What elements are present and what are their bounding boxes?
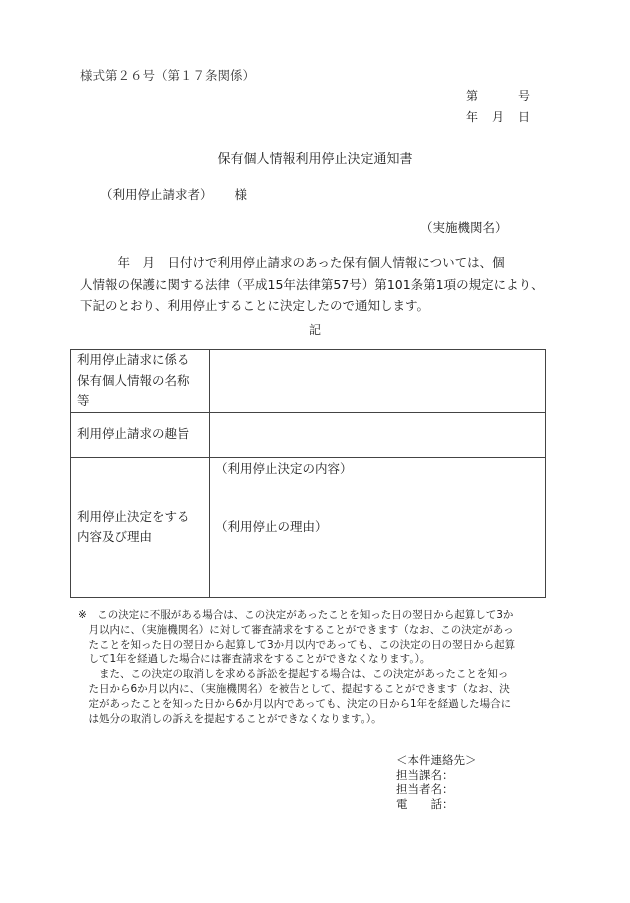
note-line: して1年を経過した場合には審査請求をすることができなくなります。）。 — [78, 653, 431, 666]
note-line: ※ この決定に不服がある場合は、この決定があったことを知った日の翌日から起算して3か — [78, 609, 514, 621]
contact-section: 担当課名： — [396, 767, 454, 782]
note-line: 定があったことを知った日から6か月以内であっても、決定の日から1年を経過した場合に — [78, 697, 512, 710]
table-row — [71, 350, 546, 413]
note-line: は処分の取消しの訴えを提起することができなくなります。）。 — [78, 712, 382, 725]
contact-phone: 電 話： — [396, 796, 454, 811]
label-line: 保有個人情報の名称 — [77, 372, 190, 388]
note-line: た日から6か月以内に、（実施機関名）を被告として、提起することができます（なお、決 — [78, 682, 510, 695]
value-request-purpose[interactable] — [210, 412, 546, 457]
addressee-honorific: 様 — [234, 187, 248, 202]
body-text — [80, 252, 550, 317]
label-decision-reason — [71, 457, 210, 597]
contact-person: 担当者名： — [396, 782, 454, 796]
issue-date — [466, 107, 530, 128]
document-number-date — [466, 86, 530, 128]
addressee — [100, 185, 247, 203]
label-information-name — [71, 350, 210, 413]
document-number-dai: 第 — [466, 89, 479, 103]
body-line: 年 月 日付けで利用停止請求のあった保有個人情報については、個 — [80, 255, 505, 270]
body-line: 人情報の保護に関する法律（平成15年法律第57号）第101条第1項の規定により、 — [80, 276, 544, 292]
table-row — [71, 412, 546, 457]
decision-reason-heading: （利用停止の理由） — [215, 519, 328, 534]
document-number — [466, 86, 530, 107]
date-day: 日 — [518, 110, 531, 124]
document-number-go: 号 — [518, 89, 531, 103]
value-information-name[interactable] — [210, 350, 546, 413]
agency-name: （実施機関名） — [420, 220, 508, 235]
date-month: 月 — [492, 110, 505, 124]
notes — [78, 608, 558, 726]
decision-content-heading: （利用停止決定の内容） — [215, 461, 353, 476]
form-number: 様式第２６号（第１７条関係） — [80, 68, 256, 83]
note-line: また、この決定の取消しを求める訴訟を提起する場合は、この決定があったことを知っ — [78, 668, 509, 681]
contact-block — [396, 753, 477, 811]
label-line: 利用停止請求に係る — [77, 352, 190, 367]
note-line: 月以内に、（実施機関名）に対して審査請求をすることができます（なお、この決定があっ — [78, 623, 514, 636]
label-line: 等 — [77, 393, 90, 408]
contact-header: ＜本件連絡先＞ — [396, 753, 477, 767]
document-title: 保有個人情報利用停止決定通知書 — [217, 152, 413, 167]
body-line: 下記のとおり、利用停止することに決定したので通知します。 — [80, 298, 430, 313]
ki-heading: 記 — [308, 323, 321, 337]
date-year: 年 — [466, 110, 479, 124]
label-request-purpose: 利用停止請求の趣旨 — [71, 412, 210, 457]
addressee-name: （利用停止請求者） — [100, 187, 213, 202]
label-line: 内容及び理由 — [77, 529, 153, 544]
note-line: たことを知った日の翌日から起算して3か月以内であっても、この決定の日の翌日から起算 — [78, 638, 516, 651]
label-line: 利用停止決定をする — [77, 508, 190, 524]
